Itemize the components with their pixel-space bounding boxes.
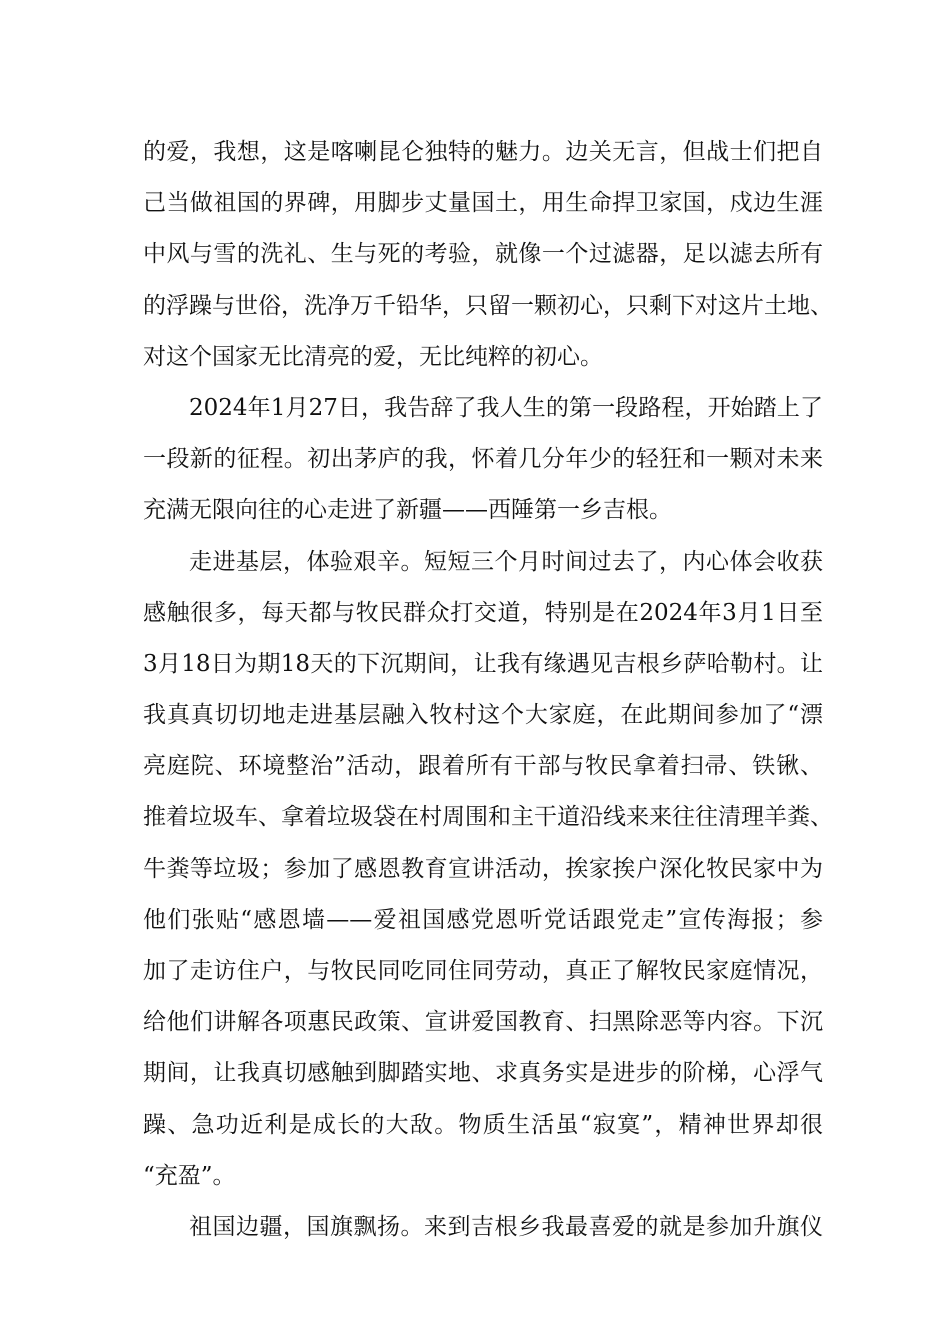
text-line: “充盈”。	[143, 1162, 236, 1189]
text-line: 中风与雪的洗礼、生与死的考验，就像一个过滤器，足以滤去所有	[143, 241, 823, 268]
text-line: 己当做祖国的界碑，用脚步丈量国土，用生命捍卫家国，戍边生涯	[143, 190, 823, 217]
text-line: 他们张贴“感恩墙——爱祖国感党恩听党话跟党走”宣传海报；参	[143, 906, 823, 933]
text-line: 一段新的征程。初出茅庐的我，怀着几分年少的轻狂和一颗对未来	[143, 446, 823, 473]
text-line: 我真真切切地走进基层融入牧村这个大家庭，在此期间参加了“漂	[143, 702, 823, 729]
text-line: 期间，让我真切感触到脚踏实地、求真务实是进步的阶梯，心浮气	[143, 1060, 823, 1087]
text-line: 对这个国家无比清亮的爱，无比纯粹的初心。	[143, 343, 603, 370]
text-line: 亮庭院、环境整治”活动，跟着所有干部与牧民拿着扫帚、铁锹、	[143, 753, 823, 780]
text-line: 推着垃圾车、拿着垃圾袋在村周围和主干道沿线来来往往清理羊粪、	[143, 804, 833, 831]
text-line: 祖国边疆，国旗飘扬。来到吉根乡我最喜爱的就是参加升旗仪	[189, 1213, 823, 1240]
text-line: 3月18日为期18天的下沉期间，让我有缘遇见吉根乡萨哈勒村。让	[143, 650, 823, 677]
text-line: 躁、急功近利是成长的大敌。物质生活虽“寂寞”，精神世界却很	[143, 1111, 823, 1138]
paragraph-1	[143, 127, 833, 383]
paragraph-2	[143, 383, 823, 537]
text-line: 走进基层，体验艰辛。短短三个月时间过去了，内心体会收获	[189, 548, 823, 575]
body-text	[143, 127, 833, 1253]
text-line: 牛粪等垃圾；参加了感恩教育宣讲活动，挨家挨户深化牧民家中为	[143, 855, 823, 882]
text-line: 2024年1月27日，我告辞了我人生的第一段路程，开始踏上了	[189, 394, 823, 421]
paragraph-3	[143, 537, 833, 1202]
text-line: 加了走访住户，与牧民同吃同住同劳动，真正了解牧民家庭情况，	[143, 958, 823, 984]
text-line: 的浮躁与世俗，洗净万千铅华，只留一颗初心，只剩下对这片土地、	[143, 292, 833, 319]
text-line: 的爱，我想，这是喀喇昆仑独特的魅力。边关无言，但战士们把自	[143, 139, 823, 165]
paragraph-4	[143, 1202, 823, 1253]
text-line: 给他们讲解各项惠民政策、宣讲爱国教育、扫黑除恶等内容。下沉	[143, 1009, 823, 1036]
text-line: 感触很多，每天都与牧民群众打交道，特别是在2024年3月1日至	[143, 599, 823, 626]
text-line: 充满无限向往的心走进了新疆——西陲第一乡吉根。	[143, 497, 672, 524]
